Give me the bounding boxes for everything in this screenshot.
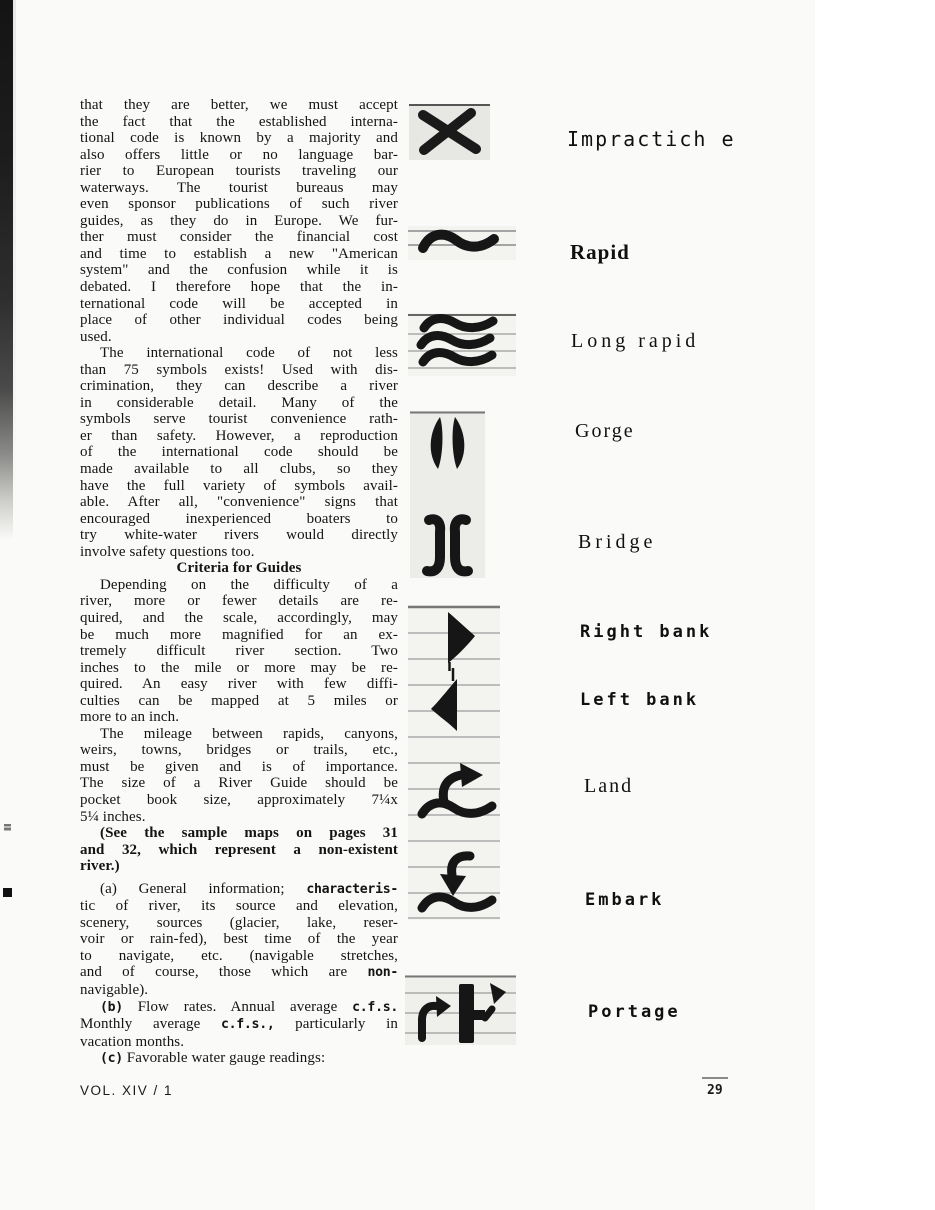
text-line: also offers little or no language bar- xyxy=(80,146,398,163)
text-line: pocket book size, approximately 7¼x xyxy=(80,791,398,808)
text-line: (a) General information; characteris- xyxy=(100,880,398,897)
text-line: (b) Flow rates. Annual average c.f.s. xyxy=(100,998,398,1015)
text-line: try white-water rivers would directly xyxy=(80,527,398,544)
symbol-portage xyxy=(405,975,516,1045)
text-line: The size of a River Guide should be xyxy=(80,775,398,792)
text-line: debated. I therefore hope that the in- xyxy=(80,279,398,296)
symbol-label-left-bank: Left bank xyxy=(580,690,700,710)
triple-wave-icon xyxy=(408,313,516,376)
text-line: culties can be mapped at 5 miles or xyxy=(80,692,398,709)
text-line: river.) xyxy=(80,858,120,875)
text-line: inches to the mile or more may be re- xyxy=(80,659,398,676)
text-line: have the full variety of symbols avail- xyxy=(80,477,398,494)
gorge-cliffs-icon xyxy=(431,417,465,469)
text-line: quired, and the scale, accordingly, may xyxy=(80,609,398,626)
text-line: and 32, which represent a non-existent xyxy=(80,841,398,858)
text-line: tional code is known by a majority and xyxy=(80,130,398,147)
text-line: Depending on the difficulty of a xyxy=(100,576,398,593)
symbol-impracticable xyxy=(409,104,490,160)
symbol-label-impracticable: Impractich e xyxy=(567,127,736,151)
portage-arrows-icon xyxy=(405,975,516,1045)
text-line: and time to establish a new "American xyxy=(80,245,398,262)
left-triangle-icon xyxy=(431,668,457,731)
text-line: (See the sample maps on pages 31 xyxy=(100,825,398,842)
symbol-bank-strip xyxy=(408,605,500,920)
text-line: more to an inch. xyxy=(80,709,180,726)
symbol-label-land: Land xyxy=(584,775,634,797)
text-line: The mileage between rapids, canyons, xyxy=(100,725,398,742)
text-line: Monthly average c.f.s., particularly in xyxy=(80,1016,398,1033)
text-line: voir or rain-fed), best time of the year xyxy=(80,931,398,948)
text-line: rier to European tourists traveling our xyxy=(80,163,398,180)
paragraph xyxy=(80,1050,398,1068)
arrow-down-wave-icon xyxy=(422,856,492,908)
paragraph xyxy=(80,825,398,875)
text-line: system" and the confusion while it is xyxy=(80,262,398,279)
paragraph xyxy=(80,577,398,726)
text-line: ternational code will be accepted in xyxy=(80,295,398,312)
scan-binding-highlight xyxy=(13,0,16,520)
symbol-label-rapid: Rapid xyxy=(570,240,630,264)
symbol-label-portage: Portage xyxy=(588,1002,681,1022)
text-line: vacation months. xyxy=(80,1033,185,1050)
text-line: and of course, those which are non- xyxy=(80,964,398,981)
text-line: weirs, towns, bridges or trails, etc., xyxy=(80,742,398,759)
text-line: crimination, they can describe a river xyxy=(80,378,398,395)
paragraph xyxy=(80,97,398,345)
text-line: tremely difficult river section. Two xyxy=(80,643,398,660)
article-text-column xyxy=(80,97,398,1068)
text-line: than 75 symbols exists! Used with dis- xyxy=(80,361,398,378)
paragraph xyxy=(80,345,398,560)
text-line: guides, as they do in Europe. We fur- xyxy=(80,212,398,229)
text-line: in considerable detail. Many of the xyxy=(80,394,398,411)
text-line: to navigate, etc. (navigable stretches, xyxy=(80,947,398,964)
bridge-piers-icon xyxy=(427,519,468,571)
text-line: that they are better, we must accept xyxy=(80,97,398,113)
paragraph xyxy=(80,999,398,1051)
symbol-rapid xyxy=(408,226,516,260)
scan-speck xyxy=(4,824,11,831)
text-line: The international code of not less xyxy=(100,345,398,362)
text-line: (c) Favorable water gauge readings: xyxy=(100,1050,326,1067)
text-line: able. After all, "convenience" signs that xyxy=(80,494,398,511)
symbol-label-bridge: Bridge xyxy=(578,531,657,553)
text-line: of the international code should be xyxy=(80,444,398,461)
text-line: involve safety questions too. xyxy=(80,543,255,560)
symbol-label-gorge: Gorge xyxy=(575,420,635,442)
text-line: used. xyxy=(80,328,112,345)
single-wave-icon xyxy=(408,226,516,260)
text-line: scenery, sources (glacier, lake, reser- xyxy=(80,914,398,931)
symbol-label-long-rapid: Long rapid xyxy=(571,330,700,352)
text-line: waterways. The tourist bureaus may xyxy=(80,179,398,196)
text-line: er than safety. However, a reproduction xyxy=(80,427,398,444)
symbol-label-right-bank: Right bank xyxy=(580,622,713,642)
text-line: encouraged inexperienced boaters to xyxy=(80,510,398,527)
scan-binding-artifact xyxy=(0,0,13,540)
section-heading: Criteria for Guides xyxy=(176,560,302,577)
text-line: place of other individual codes being xyxy=(80,312,398,329)
text-line: must be given and is of importance. xyxy=(80,758,398,775)
text-line: tic of river, its source and elevation, xyxy=(80,898,398,915)
text-line: ther must consider the financial cost xyxy=(80,229,398,246)
text-line: made available to all clubs, so they xyxy=(80,461,398,478)
text-line: quired. An easy river with few diffi- xyxy=(80,676,398,693)
paragraph xyxy=(80,881,398,999)
right-triangle-icon xyxy=(448,612,475,671)
page-number-rule xyxy=(702,1077,728,1079)
paragraph xyxy=(80,726,398,825)
scan-speck xyxy=(3,888,12,897)
x-cross-icon xyxy=(409,106,490,158)
text-line: river, more or fewer details are re- xyxy=(80,593,398,610)
page-number: 29 xyxy=(707,1083,723,1098)
text-line: the fact that the established interna- xyxy=(80,113,398,130)
symbol-label-embark: Embark xyxy=(585,890,665,910)
symbol-long-rapid xyxy=(408,313,516,376)
text-line: navigable). xyxy=(80,981,149,998)
text-line: even sponsor publications of such river xyxy=(80,196,398,213)
symbol-gorge-bridge-strip xyxy=(410,411,485,578)
text-line: symbols serve tourist convenience rath- xyxy=(80,411,398,428)
footer-volume: VOL. XIV / 1 xyxy=(80,1083,174,1098)
text-line: 5¼ inches. xyxy=(80,808,146,825)
text-line: be much more magnified for an ex- xyxy=(80,626,398,643)
